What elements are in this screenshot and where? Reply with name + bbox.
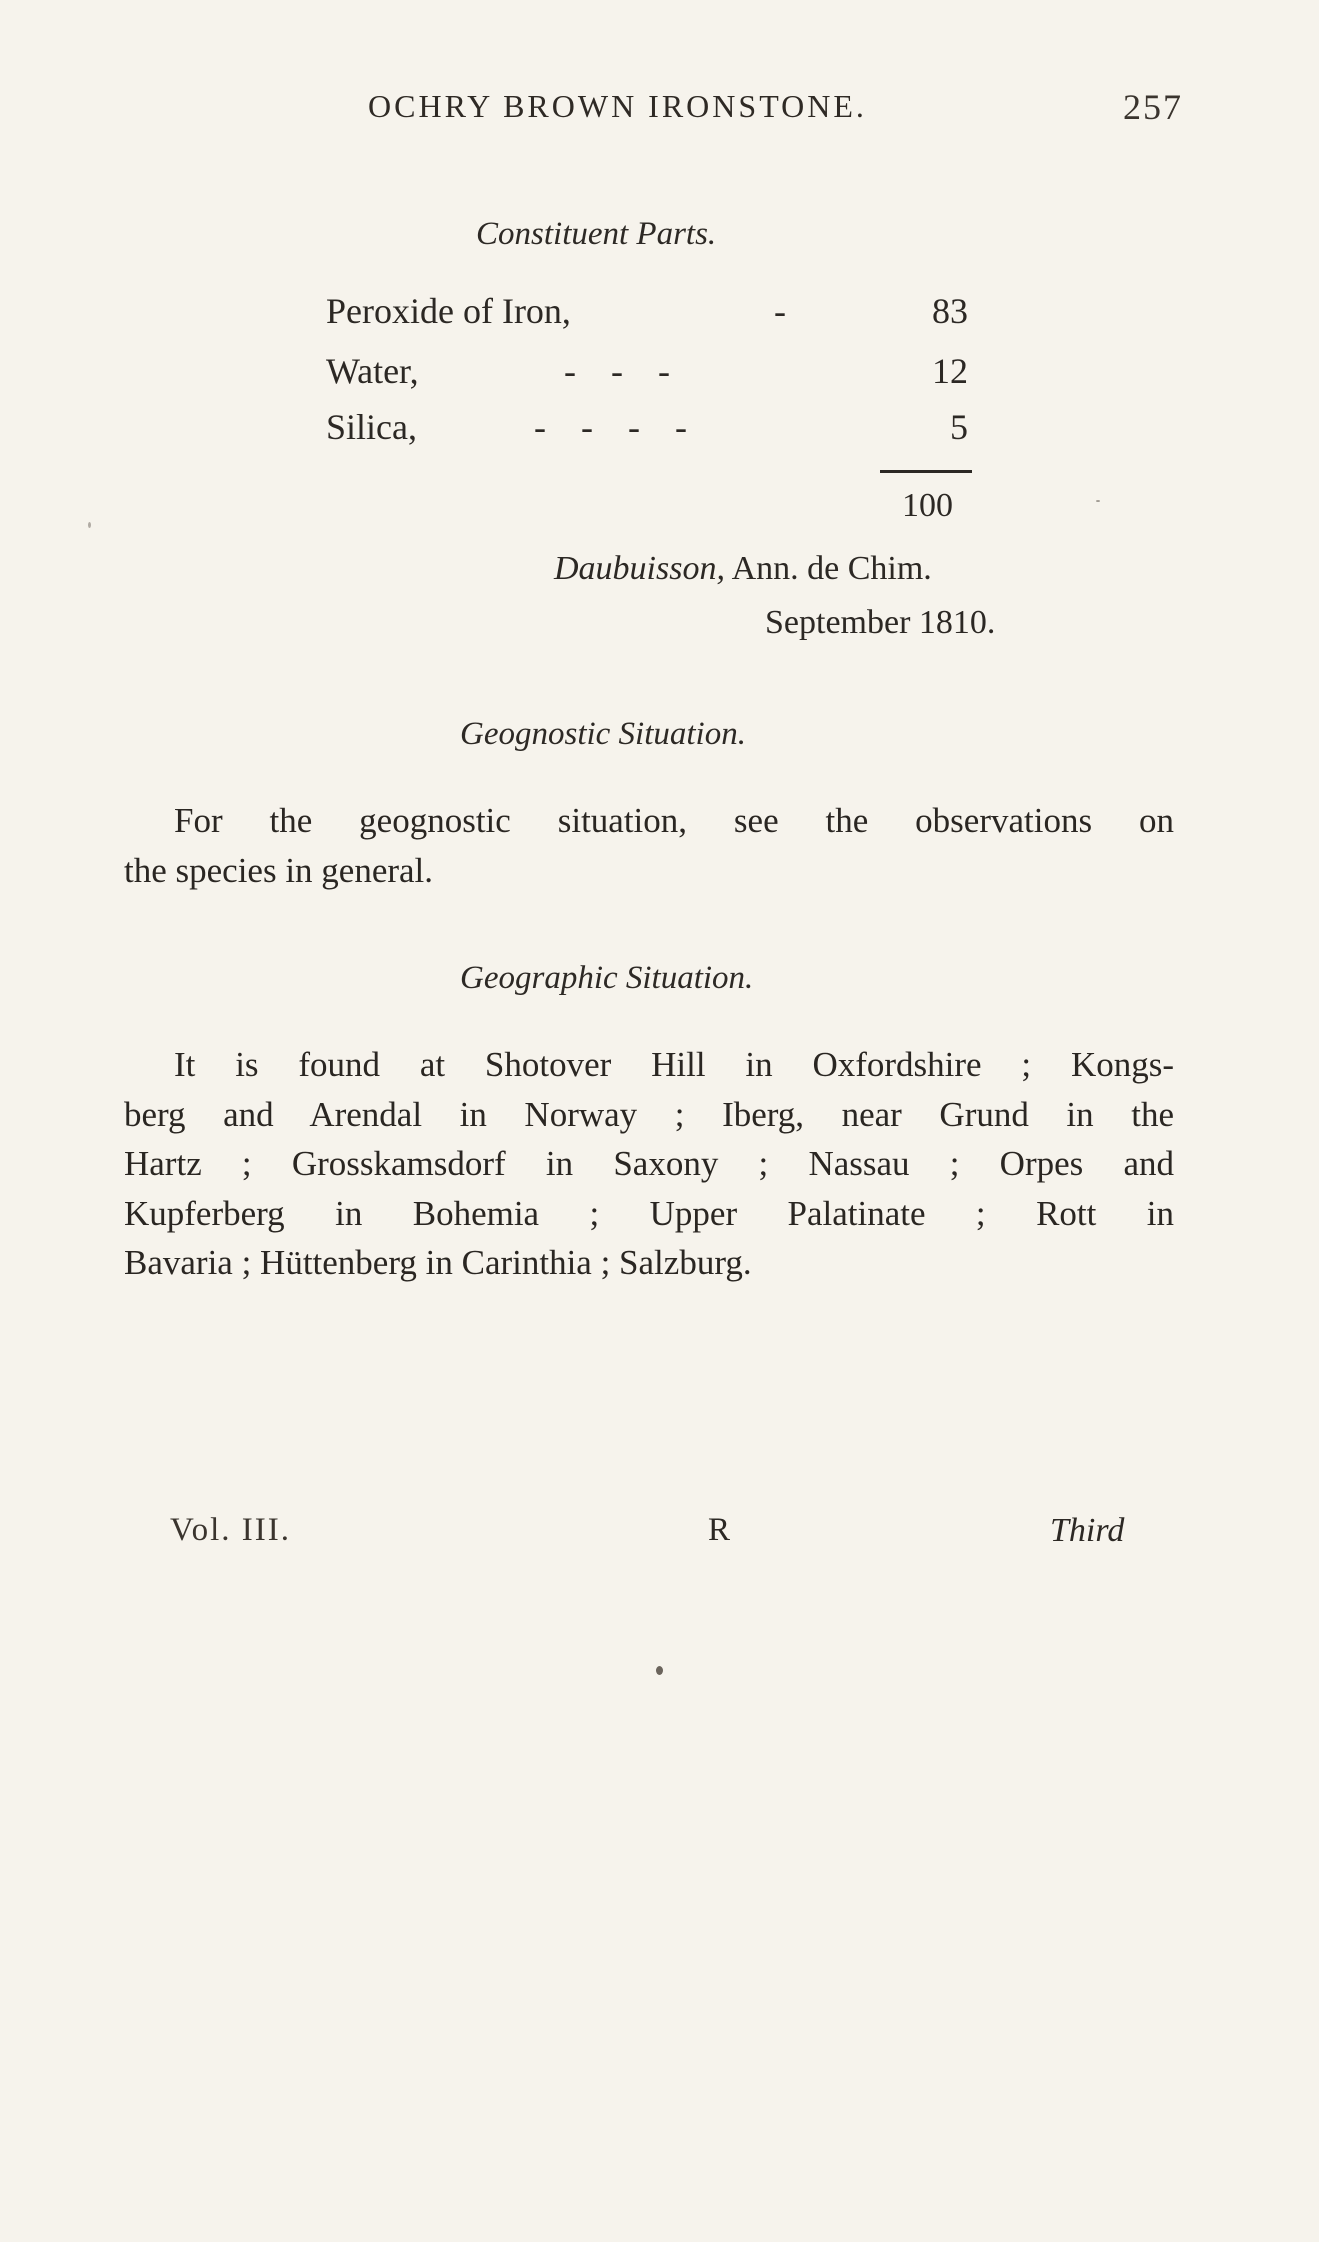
constituent-label: Silica,	[326, 407, 417, 447]
paper-speck	[88, 522, 91, 528]
geognostic-heading: Geognostic Situation.	[460, 716, 746, 752]
constituent-value: 83	[932, 291, 968, 331]
constituent-label: Water,	[326, 351, 419, 391]
catchword: Third	[1050, 1512, 1125, 1549]
text-line: It is found at Shotover Hill in Oxfordshire ; Kongs-	[174, 1045, 1174, 1084]
text-line: For the geognostic situation, see the observations on	[174, 801, 1174, 840]
constituent-row	[326, 290, 1006, 336]
running-title: OCHRY BROWN IRONSTONE.	[368, 88, 867, 124]
constituent-label: Peroxide of Iron,	[326, 291, 571, 331]
text-line: Bavaria ; Hüttenberg in Carinthia ; Salzburg.	[124, 1243, 752, 1282]
volume-label: Vol. III.	[170, 1512, 291, 1548]
constituent-row	[326, 350, 1006, 396]
paper-speck	[1096, 500, 1100, 502]
constituent-value: 12	[932, 351, 968, 391]
text-line: Hartz ; Grosskamsdorf in Saxony ; Nassau ; Orpes and	[124, 1144, 1174, 1183]
text-line: the species in general.	[124, 850, 434, 890]
leader-dots: -	[774, 291, 788, 331]
paper-speck	[656, 1666, 663, 1675]
leader-dots: - - - -	[534, 407, 689, 447]
constituent-total: 100	[902, 487, 953, 524]
text-line: berg and Arendal in Norway ; Iberg, near Grund in the	[124, 1094, 1174, 1134]
constituent-row	[326, 406, 1006, 452]
constituent-value: 5	[950, 407, 968, 447]
sum-rule	[880, 470, 972, 473]
citation-author: Daubuisson,	[554, 550, 725, 587]
signature-mark: R	[708, 1512, 731, 1548]
geographic-heading: Geographic Situation.	[460, 960, 754, 996]
text-line: Kupferberg in Bohemia ; Upper Palatinate ; Rott in	[124, 1193, 1174, 1233]
citation-journal: Ann. de Chim.	[724, 550, 932, 587]
citation-date: September 1810.	[765, 604, 996, 641]
constituent-parts-heading: Constituent Parts.	[476, 216, 717, 252]
geognostic-paragraph	[124, 796, 1174, 895]
geographic-paragraph	[124, 1040, 1174, 1288]
citation-source	[554, 550, 932, 588]
leader-dots: - - -	[564, 351, 672, 391]
page-number: 257	[1123, 87, 1183, 127]
